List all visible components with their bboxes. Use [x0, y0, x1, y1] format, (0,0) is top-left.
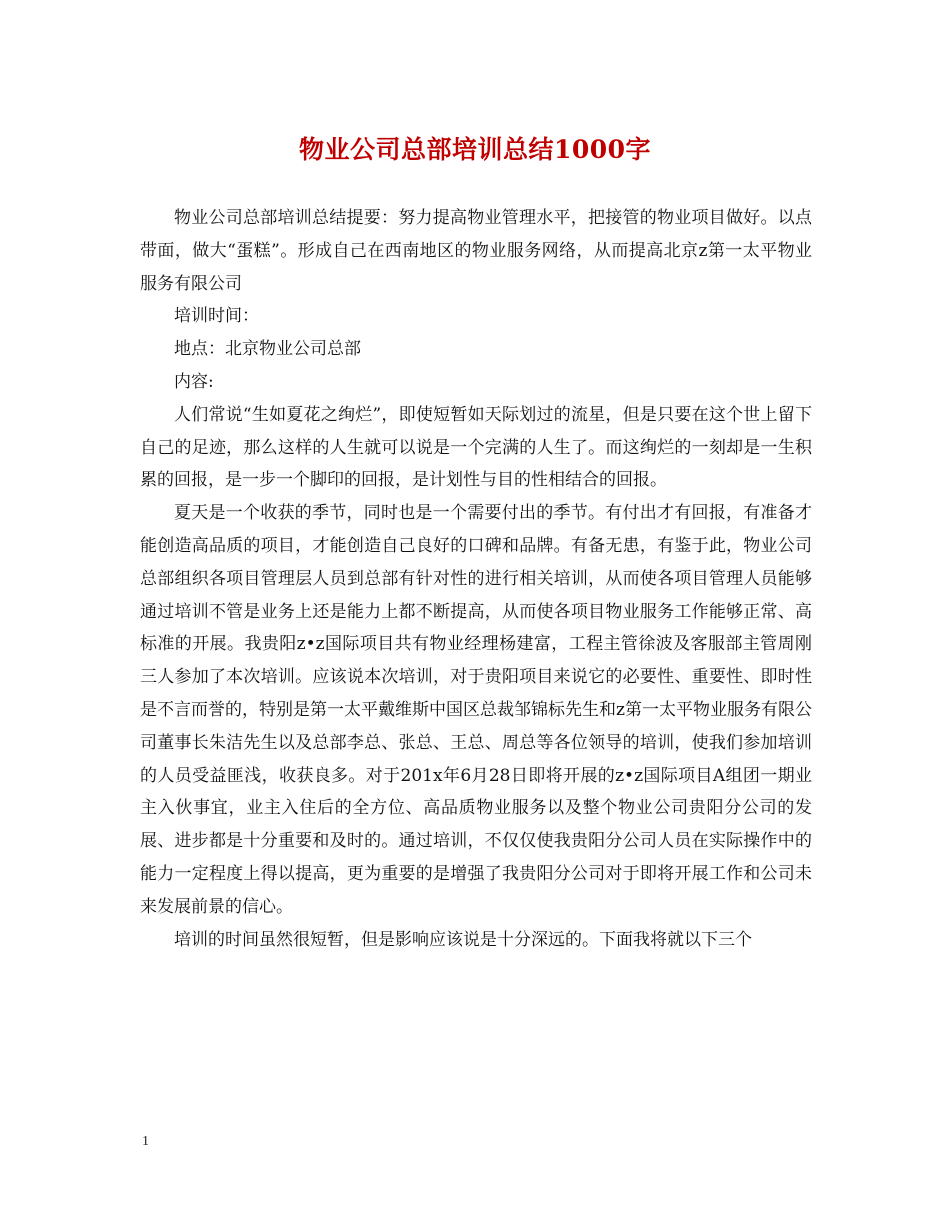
paragraph-summary: 物业公司总部培训总结提要：努力提高物业管理水平，把接管的物业项目做好。以点带面，做大“蛋糕”。形成自己在西南地区的物业服务网络，从而提高北京z第一太平物业服务有限公司 [140, 208, 812, 294]
paragraph-location: 地点：北京物业公司总部 [174, 339, 361, 360]
document-body [140, 202, 812, 956]
paragraph-content-label: 内容: [174, 371, 214, 392]
document-title: 物业公司总部培训总结1000字 [298, 135, 652, 164]
paragraph-intro: 人们常说“生如夏花之绚烂”，即使短暂如天际划过的流星，但是只要在这个世上留下自己的足迹，那么这样的人生就可以说是一个完满的人生了。而这绚烂的一刻却是一生积累的回报，是一步一个脚印的回报，是计划性与目的性相结合的回报。 [140, 404, 812, 491]
paragraph-summer: 夏天是一个收获的季节，同时也是一个需要付出的季节。有付出才有回报，有准备才能创造高品质的项目，才能创造自己良好的口碑和品牌。有备无患，有鉴于此，物业公司总部组织各项目管理层人员到总部有针对性的进行相关培训，从而使各项目管理人员能够通过培训不管是业务上还是能力上都不断提高，从而使各项目物业服务工作能够正常、高标准的开展。我贵阳z•z国际项目共有物业经理杨建富，工程主管徐波及客服部主管周刚三人参加了本次培训。应该说本次培训，对于贵阳项目来说它的必要性、重要性、即时性是不言而誉的，特别是第一太平戴维斯中国区总裁邹锦标先生和z第一太平物业服务有限公司董事长朱洁先生以及总部李总、张总、王总、周总等各位领导的培训，使我们参加培训的人员受益匪浅，收获良多。对于201x年6月28日即将开展的z•z国际项目A组团一期业主入伙事宜，业主入住后的全方位、高品质物业服务以及整个物业公司贵阳分公司的发展、进步都是十分重要和及时的。通过培训，不仅仅使我贵阳分公司人员在实际操作中的能力一定程度上得以提高，更为重要的是增强了我贵阳分公司对于即将开展工作和公司未来发展前景的信心。 [140, 503, 812, 917]
paragraph-closing: 培训的时间虽然很短暂，但是影响应该说是十分深远的。下面我将就以下三个 [174, 929, 752, 950]
page-number: 1 [142, 1134, 149, 1149]
paragraph-training-time: 培训时间： [174, 306, 259, 327]
